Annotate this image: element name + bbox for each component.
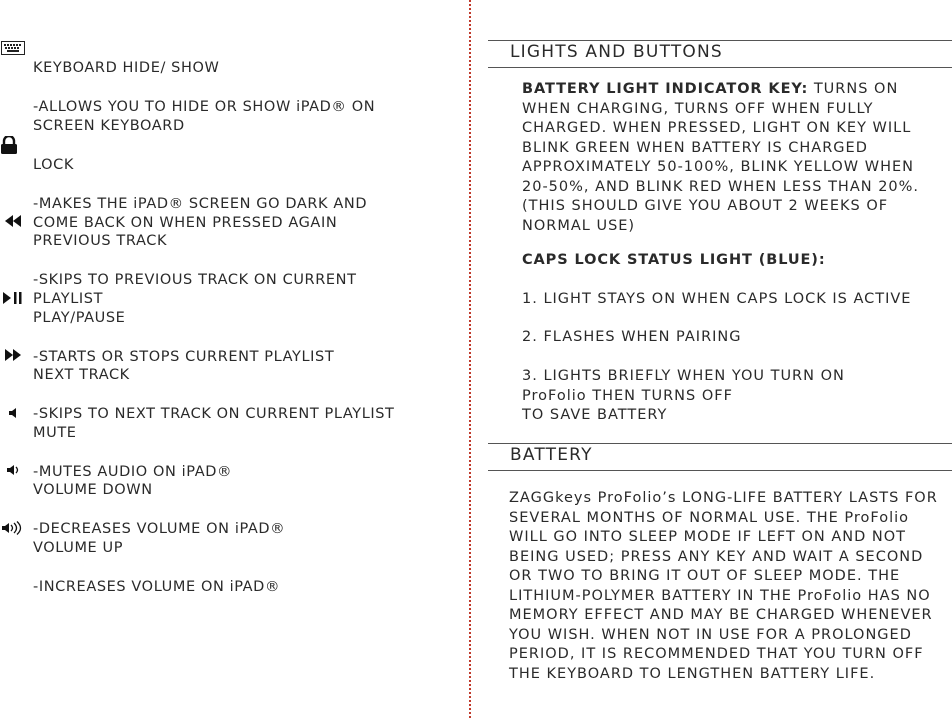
volume-up-icon	[0, 520, 26, 536]
caps-item-1: 1. LIGHT STAYS ON WHEN CAPS LOCK IS ACTIVE	[522, 291, 912, 307]
caps-lock-status-heading: CAPS LOCK STATUS LIGHT (BLUE):	[522, 252, 826, 268]
entry-description: -ALLOWS YOU TO HIDE OR SHOW iPAD® ON SCREEN KEYBOARD	[33, 98, 376, 134]
entry-title: LOCK	[33, 156, 75, 173]
entry-description: -DECREASES VOLUME ON iPAD®	[33, 520, 286, 537]
entry-description: -SKIPS TO NEXT TRACK ON CURRENT PLAYLIST	[33, 405, 395, 422]
entry-title: VOLUME UP	[33, 539, 124, 556]
entry-description: -SKIPS TO PREVIOUS TRACK ON CURRENT PLAYLIST	[33, 271, 357, 307]
entry-description: -INCREASES VOLUME ON iPAD®	[33, 578, 281, 595]
lock-icon	[0, 137, 22, 153]
previous-track-icon	[0, 213, 26, 229]
next-track-icon	[0, 347, 26, 363]
battery-key-label: BATTERY LIGHT INDICATOR KEY:	[522, 81, 809, 97]
entry-title: MUTE	[33, 424, 77, 441]
mute-icon	[0, 405, 26, 421]
battery-heading	[488, 443, 952, 471]
battery-paragraph: ZAGGkeys ProFolio’s LONG-LIFE BATTERY LASTS FOR SEVERAL MONTHS OF NORMAL USE. THE ProFolio WILL GO INTO SLEEP MODE IF LEFT ON AND NOT BEING USED; PRESS ANY KEY AND WAIT A SECOND OR TWO TO BRING IT OUT OF SLEEP MODE. THE LITHIUM-POLYMER BATTERY IN THE ProFolio HAS NO MEMORY EFFECT AND MAY BE CHARGED WHENEVER YOU WISH. WHEN NOT IN USE FOR A PROLONGED PERIOD, IT IS RECOMMENDED THAT YOU TURN OFF THE KEYBOARD TO LENGTHEN BATTERY LIFE.	[509, 490, 938, 682]
keyboard-icon	[0, 40, 26, 56]
play-pause-icon	[0, 290, 26, 306]
caps-item-2: 2. FLASHES WHEN PAIRING	[522, 329, 742, 345]
battery-key-text: TURNS ON WHEN CHARGING, TURNS OFF WHEN FULLY CHARGED. WHEN PRESSED, LIGHT ON KEY WILL BLINK GREEN WHEN BATTERY IS CHARGED APPROXIMATELY 50-100%, BLINK YELLOW WHEN 20-50%, AND BLINK RED WHEN LESS THAN 20%. (THIS SHOULD GIVE YOU ABOUT 2 WEEKS OF NORMAL USE)	[522, 81, 920, 234]
volume-down-icon	[0, 462, 26, 478]
section-title: LIGHTS AND BUTTONS	[510, 42, 723, 62]
column-divider	[469, 0, 471, 718]
section-title: BATTERY	[510, 445, 593, 465]
entry-description: -MAKES THE iPAD® SCREEN GO DARK AND COME BACK ON WHEN PRESSED AGAIN	[33, 195, 368, 231]
battery-light-indicator-paragraph	[522, 80, 937, 236]
entry-title: NEXT TRACK	[33, 366, 130, 383]
entry-title: PREVIOUS TRACK	[33, 232, 168, 249]
entry-description: -MUTES AUDIO ON iPAD®	[33, 463, 233, 480]
entry-description: -STARTS OR STOPS CURRENT PLAYLIST	[33, 348, 335, 365]
lights-and-buttons-heading	[488, 40, 952, 68]
entry-title: KEYBOARD HIDE/ SHOW	[33, 59, 220, 76]
caps-item-3: 3. LIGHTS BRIEFLY WHEN YOU TURN ON ProFolio THEN TURNS OFF TO SAVE BATTERY	[522, 368, 845, 423]
entry-title: PLAY/PAUSE	[33, 309, 126, 326]
entry-title: VOLUME DOWN	[33, 481, 153, 498]
